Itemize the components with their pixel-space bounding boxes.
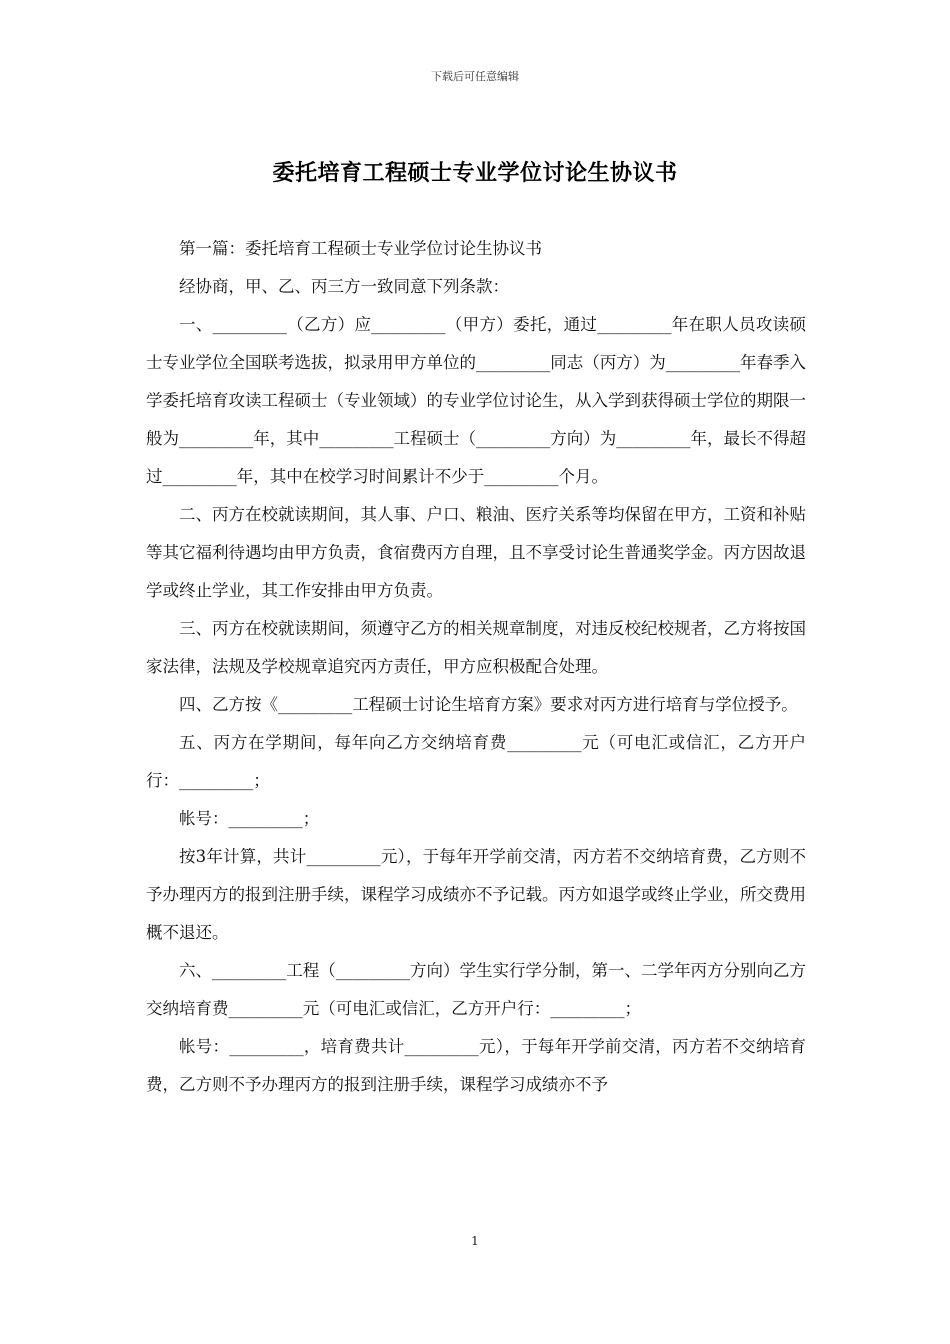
paragraph-clause-5: 五、丙方在学期间，每年向乙方交纳培育费_________元（可电汇或信汇，乙方开户行：_________；	[146, 733, 806, 790]
paragraph-clause-1: 一、_________（乙方）应_________（甲方）委托，通过_________年在职人员攻读硕士专业学位全国联考选拔，拟录用甲方单位的_________同志（丙方）为_________年春季入学委托培育攻读工程硕士（专业领域）的专业学位讨论生，从入学到获得硕士学位的期限一般为_________年，其中_________工程硕士（_________方向）为_________年，最长不得超过_________年，其中在校学习时间累计不少于_________个月。	[146, 315, 806, 486]
paragraph-clause-2: 二、丙方在校就读期间，其人事、户口、粮油、医疗关系等均保留在甲方，工资和补贴等其它福利待遇均由甲方负责，食宿费丙方自理，且不享受讨论生普通奖学金。丙方因故退学或终止学业，其工作安排由甲方负责。	[146, 505, 806, 600]
paragraph-clause-6: 六、_________工程（_________方向）学生实行学分制，第一、二学年丙方分别向乙方交纳培育费_________元（可电汇或信汇，乙方开户行：_________；	[146, 961, 806, 1018]
paragraph-fee-total: 按3年计算，共计_________元），于每年开学前交清，丙方若不交纳培育费，乙方则不予办理丙方的报到注册手续，课程学习成绩亦不予记载。丙方如退学或终止学业，所交费用概不退还。	[146, 847, 806, 942]
paragraph-section-heading: 第一篇：委托培育工程硕士专业学位讨论生协议书	[179, 239, 542, 258]
document-body	[146, 230, 806, 1104]
page-number: 1	[471, 1234, 479, 1248]
paragraph-account-number: 帐号：_________；	[179, 809, 320, 828]
paragraph-clause-3: 三、丙方在校就读期间，须遵守乙方的相关规章制度，对违反校纪校规者，乙方将按国家法律，法规及学校规章追究丙方责任，甲方应积极配合处理。	[146, 619, 806, 676]
paragraph-preamble: 经协商，甲、乙、丙三方一致同意下列条款：	[179, 277, 509, 296]
header-note: 下载后可任意编辑	[431, 70, 519, 83]
paragraph-account-number-2: 帐号：_________，培育费共计_________元），于每年开学前交清，丙方若不交纳培育费，乙方则不予办理丙方的报到注册手续，课程学习成绩亦不予	[146, 1037, 806, 1094]
document-title: 委托培育工程硕士专业学位讨论生协议书	[272, 160, 678, 186]
paragraph-clause-4: 四、乙方按《_________工程硕士讨论生培育方案》要求对丙方进行培育与学位授予。	[179, 695, 798, 714]
